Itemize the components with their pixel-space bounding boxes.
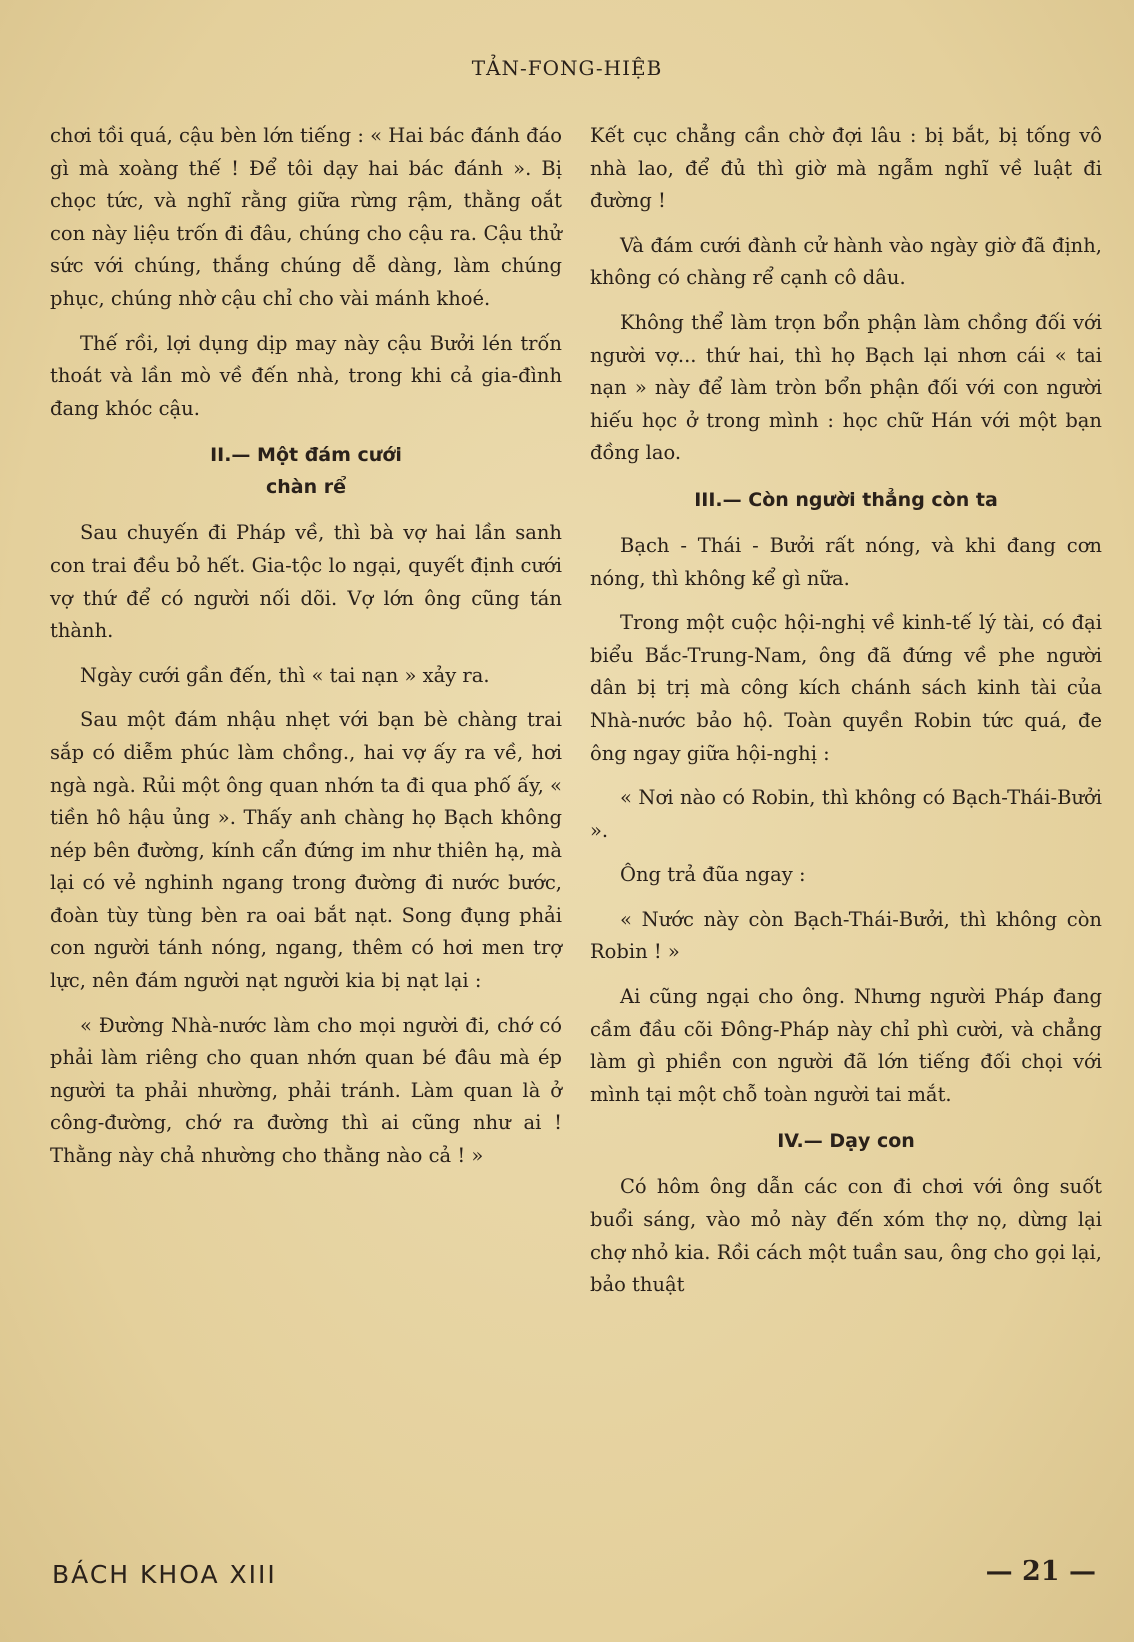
section-heading-line: chàn rể bbox=[265, 476, 346, 499]
paragraph: Sau một đám nhậu nhẹt với bạn bè chàng trai sắp có diễm phúc làm chồng., hai vợ ấy ra về, hơi ngà ngà. Rủi một ông quan nhớn ta đi qua phố ấy, « tiền hô hậu ủng ». Thấy anh chàng họ Bạch không nép bên đường, kính cẩn đứng im như thiên hạ, mà lại có vẻ nghinh ngang trong đường đi nước bước, đoàn tùy tùng bèn ra oai bắt nạt. Song đụng phải con người tánh nóng, ngang, thêm có hơi men trợ lực, nên đám người nạt người kia bị nạt lại : bbox=[50, 708, 562, 993]
paragraph: Sau chuyến đi Pháp về, thì bà vợ hai lần sanh con trai đều bỏ hết. Gia-tộc lo ngại, quyết định cưới vợ thứ để có người nối dõi. Vợ lớn ông cũng tán thành. bbox=[50, 521, 562, 643]
paragraph: Có hôm ông dẫn các con đi chơi với ông suốt buổi sáng, vào mỏ này đến xóm thợ nọ, dừng lại chợ nhỏ kia. Rồi cách một tuần sau, ông cho gọi lại, bảo thuật bbox=[590, 1175, 1102, 1297]
right-column bbox=[590, 120, 1102, 1314]
section-heading-line: II.— Một đám cưới bbox=[210, 444, 402, 467]
paragraph: « Đường Nhà-nước làm cho mọi người đi, chớ có phải làm riêng cho quan nhớn quan bé đâu mà ép người ta phải nhường, phải tránh. Làm quan là ở công-đường, chớ ra đường thì ai cũng như ai ! Thằng này chả nhường cho thằng nào cả ! » bbox=[50, 1013, 562, 1168]
magazine-name: BÁCH KHOA XIII bbox=[52, 1560, 277, 1589]
section-heading-3: III.— Còn người thẳng còn ta bbox=[694, 488, 998, 511]
paragraph: Bạch - Thái - Bưởi rất nóng, và khi đang cơn nóng, thì không kể gì nữa. bbox=[590, 533, 1102, 590]
paragraph: Kết cục chẳng cần chờ đợi lâu : bị bắt, bị tống vô nhà lao, để đủ thì giờ mà ngẫm nghĩ về luật đi đường ! bbox=[590, 124, 1102, 213]
left-column bbox=[50, 120, 562, 1185]
section-heading-4: IV.— Dạy con bbox=[777, 1130, 915, 1153]
paragraph: Không thể làm trọn bổn phận làm chồng đối với người vợ... thứ hai, thì họ Bạch lại nhơn cái « tai nạn » này để làm tròn bổn phận đối với con người hiếu học ở trong mình : học chữ Hán với một bạn đồng lao. bbox=[590, 310, 1102, 465]
paragraph: Thế rồi, lợi dụng dịp may này cậu Bưởi lén trốn thoát và lần mò về đến nhà, trong khi cả gia-đình đang khóc cậu. bbox=[50, 331, 562, 420]
paragraph: chơi tồi quá, cậu bèn lớn tiếng : « Hai bác đánh đáo gì mà xoàng thế ! Để tôi dạy hai bác đánh ». Bị chọc tức, và nghĩ rằng giữa rừng rậm, thằng oắt con này liệu trốn đi đâu, chúng cho cậu ra. Cậu thử sức với chúng, thắng chúng dễ dàng, làm chúng phục, chúng nhờ cậu chỉ cho vài mánh khoé. bbox=[50, 124, 562, 310]
paragraph: Ai cũng ngại cho ông. Nhưng người Pháp đang cầm đầu cõi Đông-Pháp này chỉ phì cười, và chẳng làm gì phiền con người đã lớn tiếng đối chọi với mình tại một chỗ toàn người tai mắt. bbox=[590, 985, 1102, 1106]
paragraph: « Nước này còn Bạch-Thái-Bưởi, thì không còn Robin ! » bbox=[590, 907, 1102, 964]
paragraph: Và đám cưới đành cử hành vào ngày giờ đã định, không có chàng rể cạnh cô dâu. bbox=[590, 233, 1102, 290]
paragraph: Ông trả đũa ngay : bbox=[620, 863, 806, 887]
section-heading-2 bbox=[50, 439, 562, 503]
paragraph: « Nơi nào có Robin, thì không có Bạch-Thái-Bưởi ». bbox=[590, 786, 1102, 842]
paragraph: Trong một cuộc hội-nghị về kinh-tế lý tài, có đại biểu Bắc-Trung-Nam, ông đã đứng về phe người dân bị trị mà công kích chánh sách kinh tài của Nhà-nước bảo hộ. Toàn quyền Robin tức quá, đe ông ngay giữa hội-nghị : bbox=[590, 611, 1102, 765]
paragraph: Ngày cưới gần đến, thì « tai nạn » xảy ra. bbox=[80, 663, 490, 687]
running-header: TẢN-FONG-HIỆB bbox=[471, 56, 663, 80]
page-number: — 21 — bbox=[985, 1556, 1096, 1587]
